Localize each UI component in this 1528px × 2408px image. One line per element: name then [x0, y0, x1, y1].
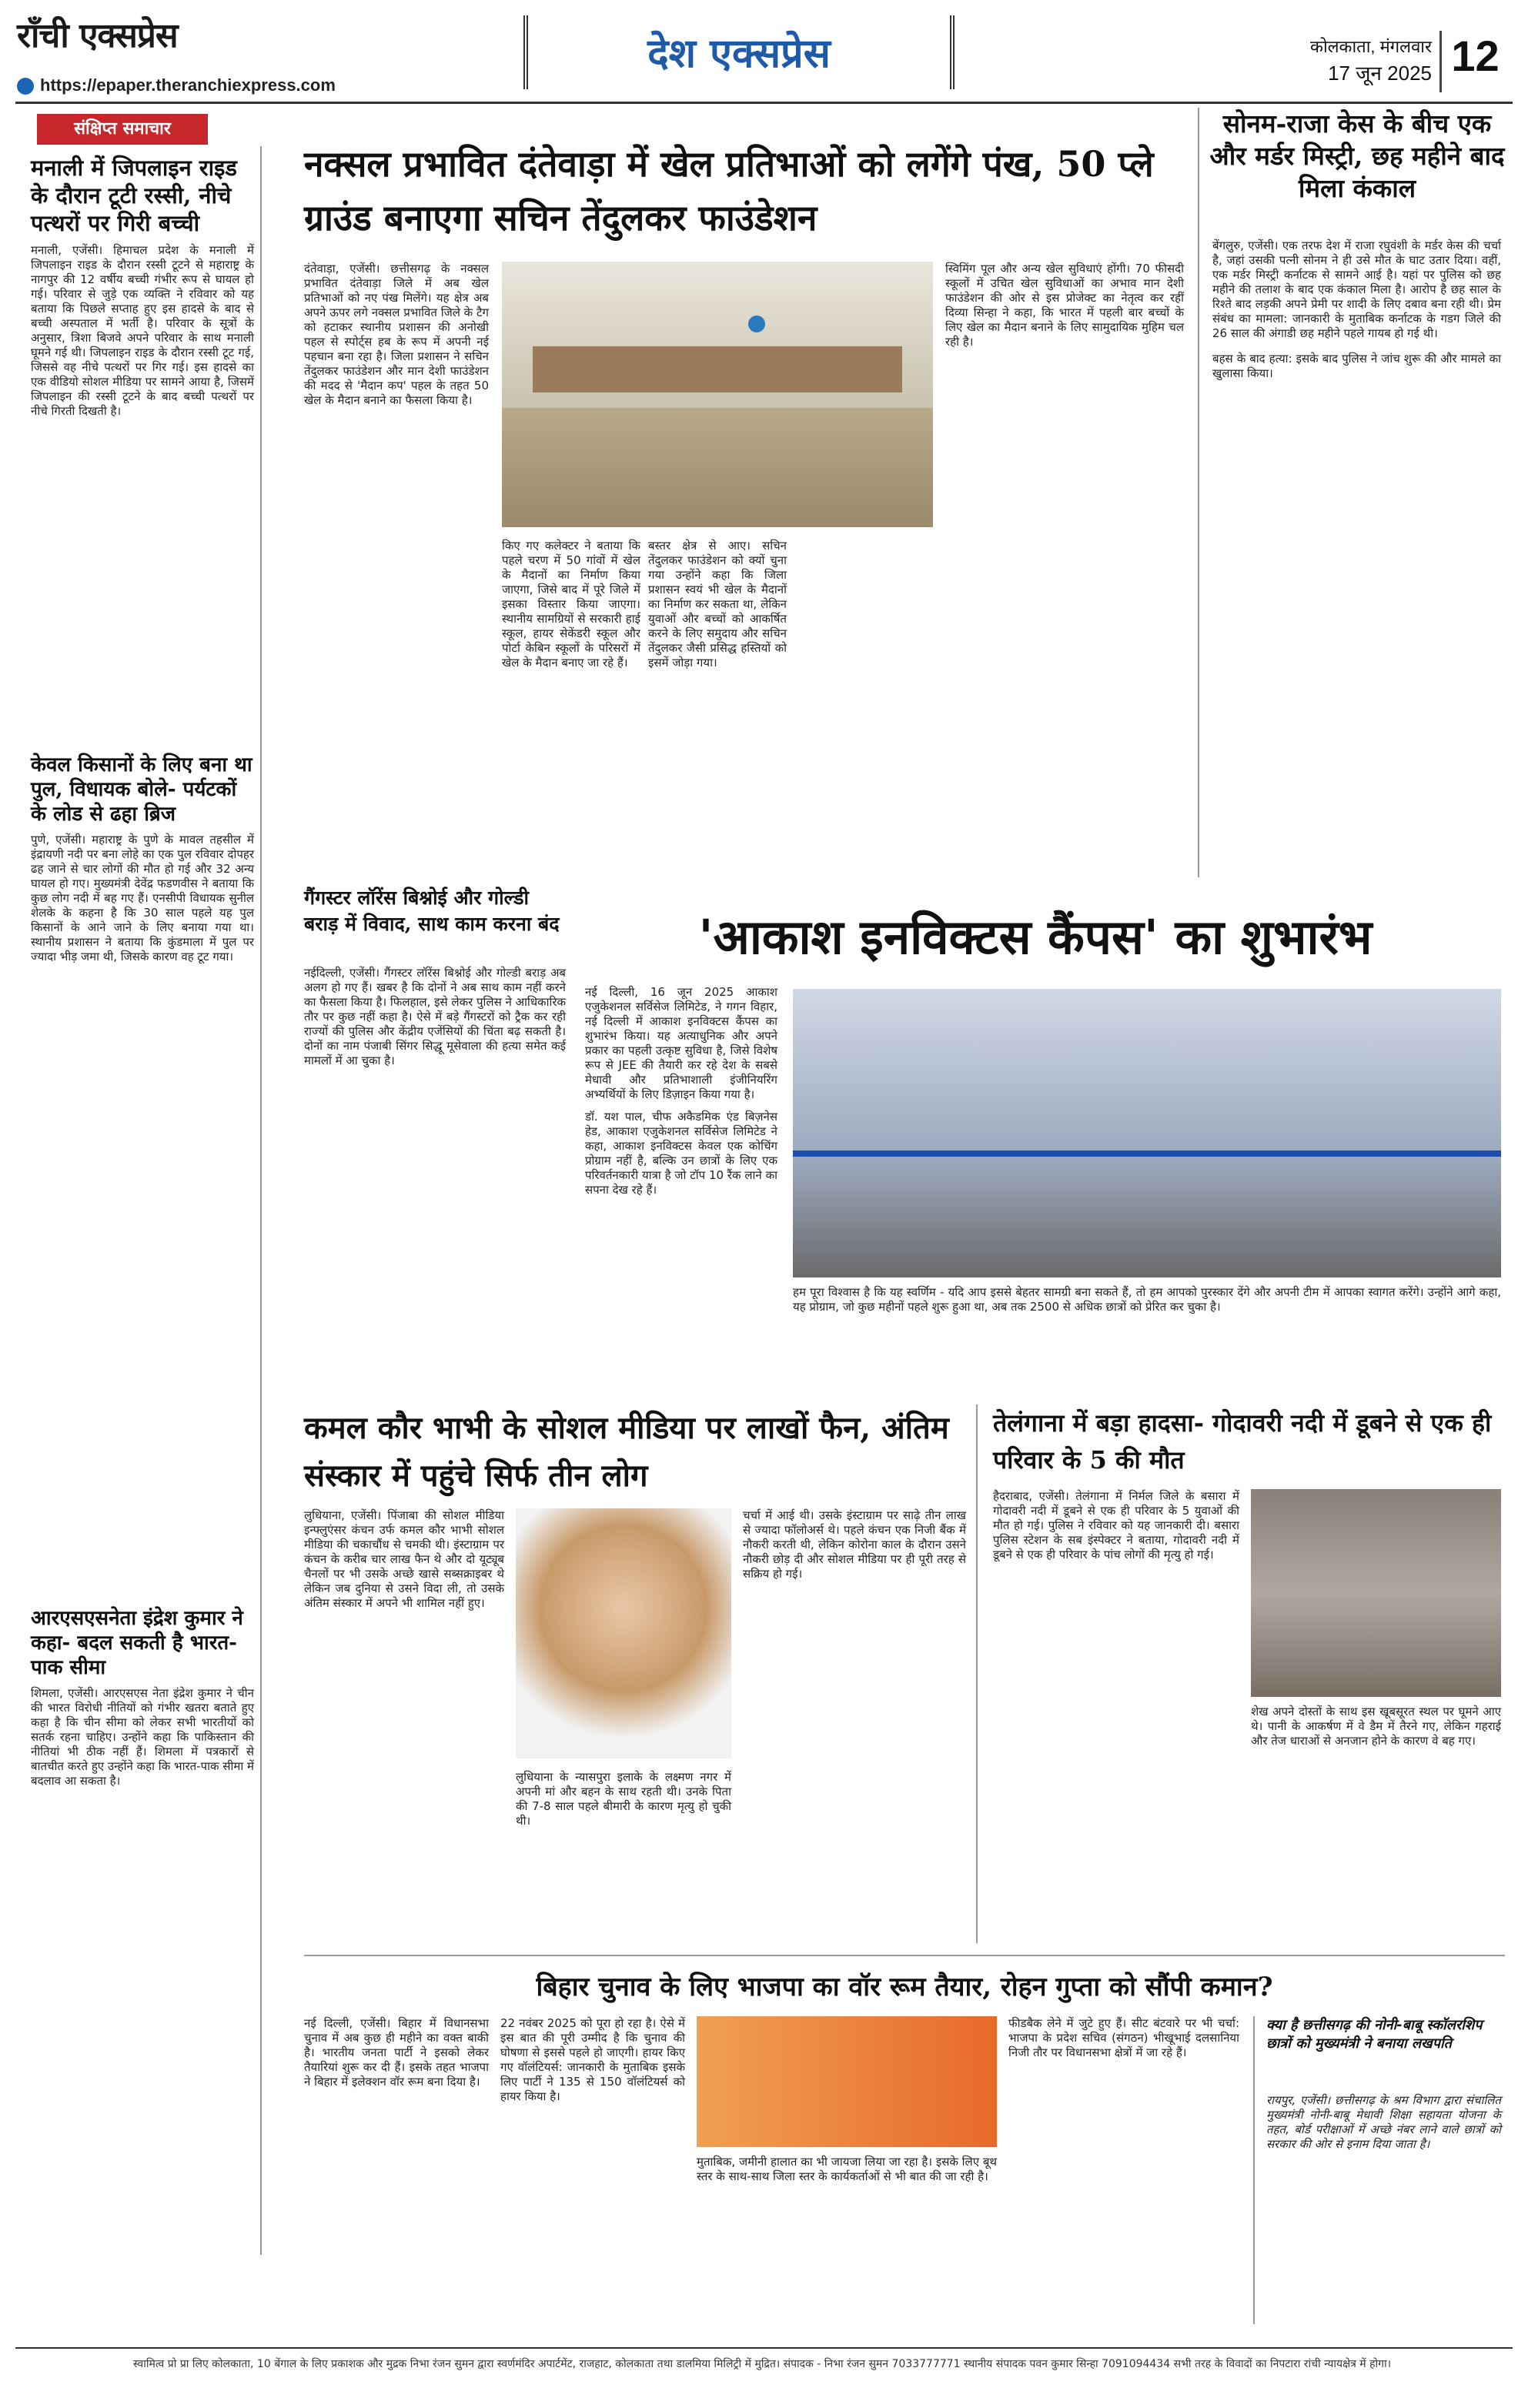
telangana-col-2 [1251, 1705, 1501, 1748]
sidebar-briefs [31, 146, 262, 2255]
column-divider [1198, 108, 1199, 877]
bihar-body-3: मुताबिक, जमीनी हालात का भी जायजा लिया जा रहा है। इसके लिए बूथ स्तर के साथ-साथ जिला स्तर के कार्यकर्ताओं से भी बात की जा रही है। [697, 2155, 997, 2183]
kamal-col-2 [516, 1770, 731, 1829]
akash-headline: 'आकाश इनविक्टस कैंपस' का शुभारंभ [698, 909, 1373, 965]
page-number: 12 [1439, 31, 1509, 92]
bihar-body-4: फीडबैक लेने में जुटे हुए हैं। सीट बंटवारे पर भी चर्चा: भाजपा के प्रदेश सचिव (संगठन) भीखूभाई दलसानिया निजी तौर पर विधानसभा क्षेत्रों में जा रहे हैं। [1008, 2016, 1239, 2059]
kamal-col-1 [304, 1508, 504, 1611]
lead-col-3 [648, 539, 787, 670]
influencer-photo [516, 1508, 731, 1758]
newspaper-logo: राँची एक्सप्रेस [17, 16, 178, 55]
spacer [31, 964, 254, 1595]
kamal-col-3 [743, 1508, 966, 1581]
kamal-body-3: चर्चा में आई थी। उसके इंस्टाग्राम पर साढ़े तीन लाख से ज्यादा फॉलोअर्स थे। पहले कंचन एक निजी बैंक में नौकरी करती थी, लेकिन कोरोना काल के दौरान उसने नौकरी छोड़ दी और सोशल मीडिया पर ही पूरी तरह से सक्रिय हो गई। [743, 1508, 966, 1581]
telangana-col-1 [993, 1489, 1239, 1562]
telangana-headline: तेलंगाना में बड़ा हादसा- गोदावरी नदी में डूबने से एक ही परिवार के 5 की मौत [993, 1408, 1492, 1475]
cg-headline: क्या है छत्तीसगढ़ की नोनी-बाबू स्कॉलरशिप छात्रों को मुख्यमंत्री ने बनाया लखपति [1266, 2017, 1483, 2052]
lead-body-4: स्विमिंग पूल और अन्य खेल सुविधाएं होंगी। 70 फीसदी स्कूलों में उचित खेल सुविधाओं का अभाव मान देशी फाउंडेशन की ओर से इस प्रोजेक्ट का नेतृत्व कर रहीं दिव्या सिन्हा ने कहा, कि भारत में पहली बार बच्चों के लिए खेल का मैदान बनाने के लिए सामुदायिक मुहिम चल रही है। [945, 262, 1184, 349]
akash-body-2: डॉ. यश पाल, चीफ अकैडमिक एंड बिज़नेस हेड, आकाश एजुकेशनल सर्विसेज लिमिटेड ने कहा, आकाश इनविक्टस केवल एक कोचिंग प्रोग्राम नहीं है, बल्कि उन छात्रों के लिए एक परिवर्तनकारी यात्रा है जो टॉप 10 रैंक लाने का सपना देख रहे हैं। [585, 1110, 777, 1197]
lead-body-1: दंतेवाड़ा, एजेंसी। छत्तीसगढ़ के नक्सल प्रभावित दंतेवाड़ा जिले में अब खेल प्रतिभाओं को नए पंख मिलेंगे। यह क्षेत्र अब अपने ऊपर लगे नक्सल प्रभावित जिले के टैग को हटाकर स्थानीय प्रशासन की अनोखी पहल से स्पोर्ट्स हब के रूप में अपनी नई पहचान बना रहा है। जिला प्रशासन ने सचिन तेंदुलकर फाउंडेशन और मान देशी फाउंडेशन की मदद से 'मैदान कप' पहल के तहत 50 खेल के मैदान बनाने का फैसला किया है। [304, 262, 489, 407]
city-day: कोलकाता, मंगलवार [1310, 37, 1432, 56]
brief-body-1: मनाली, एजेंसी। हिमाचल प्रदेश के मनाली में जिपलाइन राइड के दौरान रस्सी टूटने से महाराष्ट्र के नागपुर की 12 वर्षीय बच्ची गंभीर रूप से घायल हो गई। परिवार से जुड़े एक व्यक्ति ने रविवार को यह बताया कि पिछले सप्ताह हुए इस हादसे के बाद से बच्ची अस्पताल में भर्ती है। परिवार के सूत्रों के अनुसार, त्रिशा बिजवे अपने परिवार के साथ मनाली घूमने गई थी। जिपलाइन राइड के दौरान रस्सी टूट गई, जिससे वह नीचे पत्थरों पर गिर गई। इस हादसे का एक वीडियो सोशल मीडिया पर सामने आया है, जिसमें जिपलाइन की रस्सी टूटने के बाद बच्ची पत्थरों पर नीचे गिरती दिखती है। [31, 243, 254, 418]
dateline [1232, 34, 1432, 86]
section-title: देश एक्सप्रेस [647, 30, 831, 77]
bihar-col-2 [500, 2016, 685, 2104]
akash-col [585, 985, 777, 1197]
gangster-headline: गैंगस्टर लॉरेंस बिश्नोई और गोल्डी बराड़ में विवाद, साथ काम करना बंद [304, 887, 560, 935]
column-divider [976, 1404, 978, 1943]
building [533, 346, 902, 392]
bihar-col-4 [1008, 2016, 1239, 2060]
right-top-sub: बहस के बाद हत्या: इसके बाद पुलिस ने जांच शुरू की और मामले का खुलासा किया। [1212, 352, 1501, 380]
epaper-url[interactable] [17, 75, 336, 95]
right-top-headline: सोनम-राजा केस के बीच एक और मर्डर मिस्ट्री, छह महीने बाद मिला कंकाल [1209, 109, 1505, 203]
footer-rule [15, 2347, 1513, 2349]
lead-body-3: बस्तर क्षेत्र से आए। सचिन तेंदुलकर फाउंडेशन को क्यों चुना गया उन्होंने कहा कि जिला प्रशासन स्वयं भी खेल के मैदानों का निर्माण कर सकता था, लेकिन युवाओं और बच्चों को आकर्षित करने के लिए समुदाय और सचिन तेंदुलकर जैसी प्रसिद्ध हस्तियों को इसमें जोड़ा गया। [648, 539, 787, 670]
brief-body-2: पुणे, एजेंसी। महाराष्ट्र के पुणे के मावल तहसील में इंद्रायणी नदी पर बना लोहे का एक पुल रविवार दोपहर ढह जाने से चार लोगों की मौत हो गई और 32 अन्य घायल हो गए। मुख्यमंत्री देवेंद्र फडणवीस ने बताया कि कुछ लोग नदी में बह गए हैं। एनसीपी विधायक सुनील शेलके के कहना है कि 30 साल पहले यह पुल किसानों के आने जाने के लिए बनाया गया था। स्थानीय प्रशासन ने बताया कि कुंडमाला में पुल पर ज्यादा भीड़ जमा थी, जिसके कारण वह टूट गया। [31, 833, 254, 964]
ribbon [793, 1151, 1501, 1157]
lead-col-2 [502, 539, 640, 670]
telangana-body: हैदराबाद, एजेंसी। तेलंगाना में निर्मल जिले के बसारा में गोदावरी नदी में डूबने से एक ही परिवार के 5 युवाओं की मौत हो गई। पुलिस ने रविवार को यह जानकारी दी। बसारा पुलिस स्टेशन के सब इंस्पेक्टर ने बताया, गोदावरी नदी में डूबने से एक ही परिवार के पांच लोगों की मृत्यु हो गई। [993, 1489, 1239, 1561]
bihar-headline: बिहार चुनाव के लिए भाजपा का वॉर रूम तैयार, रोहन गुप्ता को सौंपी कमान? [536, 1972, 1273, 2002]
brief-headline-3: आरएसएसनेता इंद्रेश कुमार ने कहा- बदल सकती है भारत-पाक सीमा [31, 1607, 243, 1679]
cg-body: रायपुर, एजेंसी। छत्तीसगढ़ के श्रम विभाग द्वारा संचालित मुख्यमंत्री नोनी-बाबू मेधावी शिक्षा सहायता योजना के तहत, बोर्ड परीक्षाओं में अच्छे नंबर लाने वाले छात्रों को सरकार की ओर से इनाम दिया जाता है। [1266, 2093, 1501, 2151]
right-top-body [1212, 239, 1501, 381]
section-header [523, 15, 955, 89]
bihar-body-1: नई दिल्ली, एजेंसी। बिहार में विधानसभा चुनाव में अब कुछ ही महीने का वक्त बाकी है। भारतीय जनता पार्टी ने इसको लेकर तैयारियां शुरू कर दी हैं। इसके तहत भाजपा ने बिहार में इलेक्शन वॉर रूम बना दिया है। [304, 2016, 489, 2089]
url-text[interactable]: https://epaper.theranchiexpress.com [40, 75, 336, 95]
bihar-col-3 [697, 2155, 997, 2184]
globe-icon [17, 78, 34, 95]
lead-body-2: किए गए कलेक्टर ने बताया कि पहले चरण में 50 गांवों में खेल के मैदानों का निर्माण किया जाएगा, जिसे बाद में पूरे जिले में इसका विस्तार किया जाएगा। स्थानीय सामग्रियों से सरकारी हाई स्कूल, हायर सेकेंडरी स्कूल और पोर्टा केबिन स्कूलों के परिसरों में खेल के मैदान बनाए जा रहे हैं। [502, 539, 640, 670]
brief-body-3: शिमला, एजेंसी। आरएसएस नेता इंद्रेश कुमार ने चीन की भारत विरोधी नीतियों को गंभीर खतरा बताते हुए कहा है कि चीन सीमा को लेकर सभी भारतीयों को सतर्क रहना चाहिए। उन्होंने कहा कि पाकिस्तान की नीतियां भी ठीक नहीं हैं। शिमला में पत्रकारों से बातचीत करते हुए उन्होंने कहा कि भारत-पाक सीमा में बदलाव आ सकता है। [31, 1686, 254, 1788]
akash-photo [793, 989, 1501, 1277]
playground-photo [502, 262, 933, 527]
akash-body: नई दिल्ली, 16 जून 2025 आकाश एजुकेशनल सर्विसेज लिमिटेड, ने गगन विहार, नई दिल्ली में आकाश इनविक्टस कैंपस का शुभारंभ किया। यह अत्याधुनिक और अपने प्रकार का पहली उत्कृष्ट सुविधा है, जिसे विशेष रूप से JEE की तैयारी कर रहे देश के सबसे मेधावी और प्रतिभाशाली इंजीनियरिंग अभ्यर्थियों के लिए डिज़ाइन किया गया है। [585, 985, 777, 1101]
ball-icon [748, 316, 765, 332]
cg-body-wrap [1266, 2093, 1501, 2152]
masthead-rule [15, 102, 1513, 104]
accident-photo [1251, 1489, 1501, 1697]
gangster-body-wrap [304, 966, 566, 1068]
brief-headline-2: केवल किसानों के लिए बना था पुल, विधायक बोले- पर्यटकों के लोड से ढहा ब्रिज [31, 753, 252, 826]
issue-date: 17 जून 2025 [1328, 62, 1432, 85]
bihar-body-2: 22 नवंबर 2025 को पूरा हो रहा है। ऐसे में इस बात की पूरी उम्मीद है कि चुनाव की घोषणा से इससे पहले हो जाएगी। हायर किए गए वॉलंटियर्स: जानकारी के मुताबिक इसके लिए पार्टी ने 135 से 150 वॉलंटियर्स को हायर किया है। [500, 2016, 685, 2103]
column-divider [1253, 2016, 1255, 2324]
brief-headline-1: मनाली में जिपलाइन राइड के दौरान टूटी रस्सी, नीचे पत्थरों पर गिरी बच्ची [31, 155, 237, 236]
bihar-col-1 [304, 2016, 489, 2089]
bihar-photo [697, 2016, 997, 2147]
spacer [31, 419, 254, 742]
kamal-headline: कमल कौर भाभी के सोशल मीडिया पर लाखों फैन, अंतिम संस्कार में पहुंचे सिर्फ तीन लोग [304, 1410, 949, 1494]
lead-col-1 [304, 262, 489, 408]
akash-bottom [793, 1285, 1501, 1314]
lead-headline: नक्सल प्रभावित दंतेवाड़ा में खेल प्रतिभाओं को लगेंगे पंख, 50 प्ले ग्राउंड बनाएगा सचिन तेंदुलकर फाउंडेशन [304, 143, 1154, 239]
brief-news-tag: संक्षिप्त समाचार [37, 114, 208, 145]
akash-body-3: हम पूरा विश्वास है कि यह स्वर्णिम - यदि आप इससे बेहतर सामग्री बना सकते हैं, तो हम आपको पुरस्कार देंगे और अपनी टीम में आपका स्वागत करेंगे। उन्होंने आगे कहा, यह प्रोग्राम, जो कुछ महीनों पहले शुरू हुआ था, अब तक 2500 से अधिक छात्रों को प्रेरित कर चुका है। [793, 1285, 1501, 1314]
imprint-line: स्वामित्व प्रो प्रा लिए कोलकाता, 10 बेंगाल के लिए प्रकाशक और मुद्रक निभा रंजन सुमन द्वारा स्वर्णमंदिर अपार्टमेंट, राजहाट, कोलकाता तथा डालमिया मिलिट्री में मुद्रित। संपादक - निभा रंजन सुमन 7033777771 स्थानीय संपादक पवन कुमार सिन्हा 7091094434 सभी तरह के विवादों का निपटारा रांची न्यायक्षेत्र में होगा। [132, 2358, 1391, 2370]
section-divider [304, 1955, 1505, 1956]
kamal-body-1: लुधियाना, एजेंसी। पिंजाबा की सोशल मीडिया इन्फ्लुएंसर कंचन उर्फ कमल कौर भाभी सोशल मीडिया की चकाचौंध से चमकी थी। इंस्टाग्राम पर कंचन के करीब चार लाख फैन थे और दो यूट्यूब चैनलों पर भी उसके अच्छे खासे सब्सक्राइबर थे लेकिन जब दुनिया से उसने विदा ली, तो उसके अंतिम संस्कार में अपने भी शामिल नहीं हुए। [304, 1508, 504, 1610]
telangana-body-2: शेख अपने दोस्तों के साथ इस खूबसूरत स्थल पर घूमने आए थे। पानी के आकर्षण में वे डैम में तैरने गए, लेकिन गहराई और तेज धाराओं से अनजान होने के कारण वे बह गए। [1251, 1705, 1501, 1748]
right-top-text: बेंगलुरु, एजेंसी। एक तरफ देश में राजा रघुवंशी के मर्डर केस की चर्चा है, जहां उसकी पत्नी सोनम ने ही उसे मौत के घाट उतार दिया। वहीं, एक मर्डर मिस्ट्री कर्नाटक से सामने आई है। यहां पर पुलिस को छह महीने की तलाश के बाद एक कंकाल मिला है। आरोप है छह साल के रिश्ते बाद लड़की अपने प्रेमी पर शादी के लिए दबाव बना रही थी। प्रेम संबंध का मामला: जानकारी के मुताबिक कर्नाटक के गडग जिले की 26 साल की अंगाडी छह महीने पहले गायब हो गई थी। [1212, 239, 1501, 340]
kamal-body-2: लुधियाना के न्यासपुरा इलाके के लक्ष्मण नगर में अपनी मां और बहन के साथ रहती थी। उनके पिता की 7-8 साल पहले बीमारी के कारण मृत्यु हो चुकी थी। [516, 1770, 731, 1828]
gangster-body: नईदिल्ली, एजेंसी। गैंगस्टर लॉरेंस बिश्नोई और गोल्डी बराड़ अब अलग हो गए हैं। खबर है कि दोनों ने अब साथ काम नहीं करने का फैसला किया है। फिलहाल, इसे लेकर पुलिस ने आधिकारिक तौर पर कुछ नहीं कहा है। ऐसे में बड़े गैंगस्टरों को ट्रैक कर रही राज्यों की पुलिस और केंद्रीय एजेंसियों की चिंता बढ़ सकती है। दोनों का नाम पंजाबी सिंगर सिद्धू मूसेवाला की हत्या समेत कई मामलों में आ चुका है। [304, 966, 566, 1067]
lead-col-4 [945, 262, 1184, 349]
